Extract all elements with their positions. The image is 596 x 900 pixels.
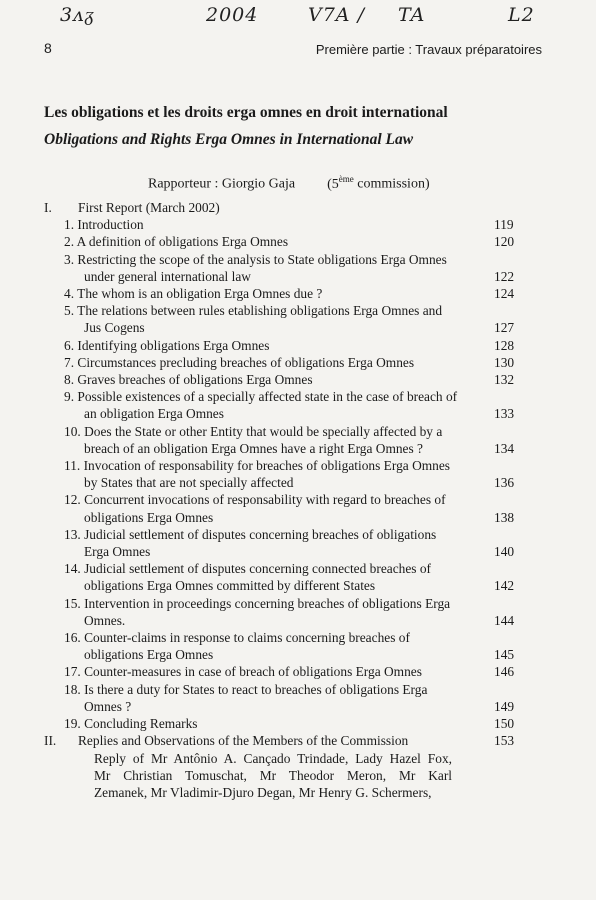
rapporteur-line bbox=[148, 174, 430, 193]
section-title: Replies and Observations of the Members of the Commission bbox=[78, 733, 409, 749]
toc-entry-text: 13. Judicial settlement of disputes concerning breaches of obligations Erga Omnes bbox=[64, 526, 437, 560]
page-number: 8 bbox=[44, 40, 52, 56]
toc-page-number: 128 bbox=[494, 337, 515, 353]
running-head: Première partie : Travaux préparatoires bbox=[315, 42, 542, 57]
toc-entry bbox=[44, 715, 524, 732]
members-line: Mr Christian Tomuschat, Mr Theodor Meron, Mr Karl bbox=[94, 767, 452, 783]
commission-num: (5 bbox=[327, 176, 339, 192]
toc-page-number: 124 bbox=[494, 286, 515, 302]
toc-page-number: 119 bbox=[494, 217, 514, 233]
toc-entry-text: 18. Is there a duty for States to react to breaches of obligations Erga Omnes ? bbox=[64, 681, 428, 714]
toc-entries bbox=[44, 216, 524, 732]
section-heading bbox=[44, 199, 524, 216]
section-number: I. bbox=[44, 200, 52, 215]
toc-entry-text: 2. A definition of obligations Erga Omnes bbox=[64, 234, 289, 250]
title-french: Les obligations et les droits erga omnes en droit international bbox=[44, 104, 448, 121]
section-number: II. bbox=[44, 733, 57, 749]
commission-rest: commission) bbox=[353, 176, 430, 192]
handwritten-note: V7A / bbox=[308, 4, 365, 26]
handwritten-note: 2004 bbox=[206, 4, 259, 26]
toc-entry bbox=[44, 423, 524, 457]
toc-entry-text: 9. Possible existences of a specially affected state in the case of breach of an obligation Erga Omnes bbox=[64, 389, 458, 422]
toc-page-number: 153 bbox=[494, 733, 515, 749]
toc-entry-text: 11. Invocation of responsability for breaches of obligations Erga Omnes by States that are not specially affected bbox=[64, 458, 451, 491]
toc-entry-text: 16. Counter-claims in response to claims concerning breaches of obligations Erga Omnes bbox=[64, 630, 410, 663]
toc-page-number: 122 bbox=[494, 268, 515, 284]
toc-page-number: 146 bbox=[494, 664, 515, 680]
toc-entry bbox=[44, 251, 524, 285]
toc-entry-text: 5. The relations between rules etablishing obligations Erga Omnes and Jus Cogens bbox=[64, 303, 443, 336]
handwritten-note: 3ᴧᵹ bbox=[60, 4, 95, 26]
members-line: Reply of Mr Antônio A. Cançado Trindade, Lady Hazel Fox, bbox=[94, 750, 452, 766]
title-english: Obligations and Rights Erga Omnes in International Law bbox=[44, 131, 414, 148]
toc-page-number: 138 bbox=[494, 509, 515, 525]
toc-entry bbox=[44, 595, 524, 629]
toc-entry-text: 7. Circumstances precluding breaches of obligations Erga Omnes bbox=[64, 354, 415, 370]
toc-page-number: 133 bbox=[494, 406, 515, 422]
toc-entry-text: 15. Intervention in proceedings concerning breaches of obligations Erga Omnes. bbox=[64, 595, 451, 628]
toc-entry-text: 6. Identifying obligations Erga Omnes bbox=[64, 337, 270, 353]
section-title: First Report (March 2002) bbox=[78, 200, 220, 215]
toc-entry bbox=[44, 302, 524, 336]
toc-entry bbox=[44, 337, 524, 354]
toc-entry bbox=[44, 560, 524, 594]
toc-entry bbox=[44, 663, 524, 680]
toc-entry bbox=[44, 216, 524, 233]
toc-entry bbox=[44, 526, 524, 560]
toc-entry-text: 14. Judicial settlement of disputes concerning connected breaches of obligations Erga Omnes committed by different States bbox=[64, 561, 432, 594]
toc-entry bbox=[44, 388, 524, 422]
toc-page-number: 144 bbox=[494, 612, 515, 628]
toc-entry bbox=[44, 285, 524, 302]
toc-entry-text: 8. Graves breaches of obligations Erga Omnes bbox=[64, 372, 313, 388]
handwritten-note: TA bbox=[398, 4, 426, 26]
toc-entry-text: 12. Concurrent invocations of responsability with regard to breaches of obligations Erga Omnes bbox=[64, 492, 446, 525]
table-of-contents bbox=[44, 199, 524, 801]
toc-entry-text: 1. Introduction bbox=[64, 217, 144, 233]
toc-entry bbox=[44, 371, 524, 388]
rapporteur-label: Rapporteur : Giorgio Gaja bbox=[148, 176, 296, 192]
toc-entry bbox=[44, 233, 524, 250]
toc-entry bbox=[44, 681, 524, 715]
toc-entry-text: 19. Concluding Remarks bbox=[64, 716, 198, 732]
toc-page-number: 140 bbox=[494, 544, 515, 560]
toc-page-number: 132 bbox=[494, 372, 515, 388]
toc-entry bbox=[44, 629, 524, 663]
toc-entry bbox=[44, 491, 524, 525]
toc-entry bbox=[44, 354, 524, 371]
toc-page-number: 145 bbox=[494, 647, 515, 663]
toc-page-number: 142 bbox=[494, 578, 515, 594]
toc-page-number: 150 bbox=[494, 716, 515, 732]
toc-page-number: 149 bbox=[494, 698, 515, 714]
commission-sup: ème bbox=[338, 174, 354, 184]
section-heading bbox=[44, 732, 524, 749]
toc-page-number: 127 bbox=[494, 320, 515, 336]
toc-entry-text: 3. Restricting the scope of the analysis to State obligations Erga Omnes under general international law bbox=[64, 251, 447, 284]
members-line: Zemanek, Mr Vladimir-Djuro Degan, Mr Henry G. Schermers, bbox=[94, 784, 432, 800]
toc-page-number: 120 bbox=[494, 234, 515, 250]
handwritten-note: L2 bbox=[508, 4, 535, 26]
toc-page-number: 134 bbox=[494, 440, 515, 456]
toc-page-number: 130 bbox=[494, 354, 515, 370]
toc-entry-text: 17. Counter-measures in case of breach of obligations Erga Omnes bbox=[64, 664, 422, 680]
toc-entry-text: 10. Does the State or other Entity that would be specially affected by a breach of an obligation Erga Omnes have a right Erga Omnes ? bbox=[64, 423, 443, 456]
toc-entry bbox=[44, 457, 524, 491]
toc-page-number: 136 bbox=[494, 475, 515, 491]
toc-entry-text: 4. The whom is an obligation Erga Omnes due ? bbox=[64, 286, 323, 302]
